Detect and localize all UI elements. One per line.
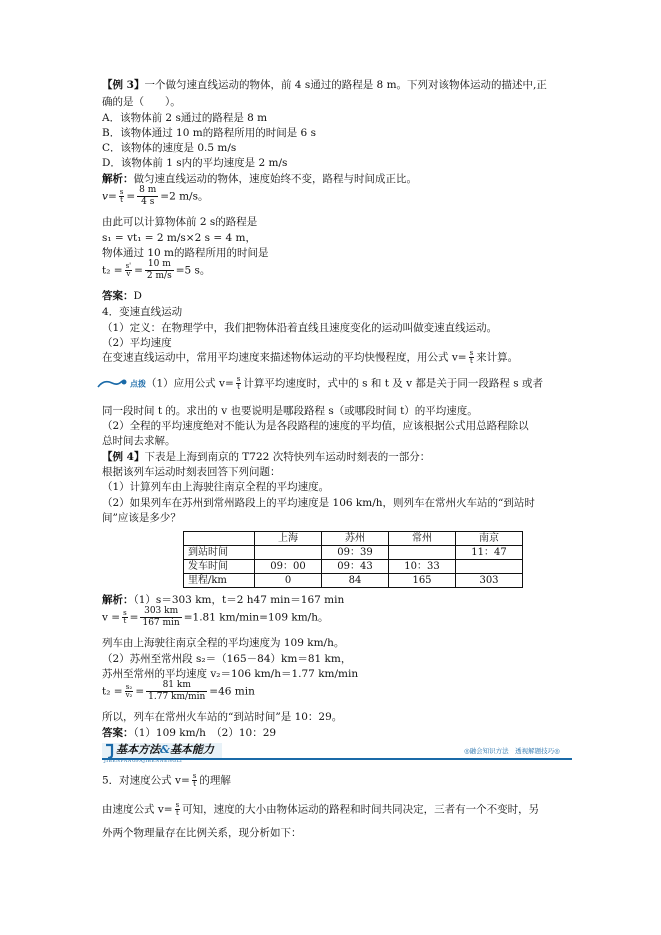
table-cell: 11：47 — [456, 546, 523, 560]
table-cell: 到站时间 — [184, 546, 255, 560]
sec5-title — [102, 773, 231, 788]
ex3-stem1: 一个做匀速直线运动的物体，前 4 s通过的路程是 8 m。下列对该物体运动的描述中,正 — [144, 79, 547, 91]
ex3-analysis-text: 做匀速直线运动的物体，速度始终不变，路程与时间成正比。 — [133, 173, 417, 185]
banner-title-part2: 基本能力 — [169, 743, 214, 756]
ex4-answer — [102, 728, 276, 739]
table-cell: 09：43 — [322, 560, 389, 574]
sec4-title: 4．变速直线运动 — [102, 306, 183, 318]
sec5-p2: 外两个物理量存在比例关系，现分析如下： — [102, 827, 302, 839]
ex3-option-d: D．该物体前 1 s内的平均速度是 2 m/s — [102, 157, 288, 169]
ex3-stem2: 确的是（ ）。 — [102, 96, 181, 108]
ex3-title: 【例 3】 — [102, 79, 145, 91]
answer-label: 答案： — [102, 290, 134, 302]
ex3-stem-line1 — [102, 80, 547, 91]
section-banner — [102, 743, 572, 765]
frac-num: s — [119, 188, 124, 196]
table-header-cell: 上海 — [255, 532, 322, 546]
ex3-line-c: 物体通过 10 m的路程所用的时间是 — [102, 247, 269, 259]
table-header-cell: 常州 — [389, 532, 456, 546]
tip-line2: 同一段时间 t 的。求出的 v 也要说明是哪段路程 s（或哪段时间 t）的平均速度。 — [102, 405, 478, 417]
ex3-formula1: v= $\frac{s}{t}$ = $\frac{8 m}{4 s}$ =2 m/s。 — [102, 185, 209, 207]
sec5-title-a: 5．对速度公式 v= — [102, 774, 190, 787]
frac-num: s — [236, 375, 241, 383]
sec4-definition: （1）定义：在物理学中，我们把物体沿着直线且速度变化的运动叫做变速直线运动。 — [102, 322, 498, 334]
table-header-cell: 南京 — [456, 532, 523, 546]
frac-den: t — [193, 780, 196, 788]
ex4-line2: （2）苏州至常州段 s₂＝（165－84）km＝81 km， — [102, 653, 352, 665]
sec4-average-speed: （2）平均速度 — [102, 337, 172, 349]
ex3-analysis — [102, 174, 417, 185]
frac-num: s — [123, 609, 127, 617]
formula-result: =2 m/s。 — [160, 190, 209, 203]
formula-result: =5 s。 — [175, 264, 211, 277]
table-row — [184, 546, 523, 560]
answer-label: 答案： — [102, 727, 134, 739]
frac-den: t — [123, 617, 127, 625]
frac-num: s — [469, 349, 474, 357]
frac-num: 10 m — [145, 260, 174, 271]
sec5-text-a: 由速度公式 v= — [102, 803, 173, 816]
ex4-line3: 苏州至常州的平均速度 v₂＝106 km/h＝1.77 km/min — [102, 668, 359, 680]
formula-eq: = — [107, 190, 117, 203]
frac-den: t — [175, 809, 179, 817]
ex3-option-a: A．该物体前 2 s通过的路程是 8 m — [102, 112, 268, 124]
ex4-formula1: v = $\frac{s}{t}$ = $\frac{303 km}{167 \min}$ =1.81 km/min=109 km/h。 — [102, 606, 329, 628]
frac-den: v₂ — [125, 691, 133, 699]
frac-num: 81 km — [146, 681, 207, 692]
table-cell: 303 — [456, 574, 523, 588]
table-cell: 84 — [322, 574, 389, 588]
frac-num: s — [175, 801, 180, 809]
table-cell: 10：33 — [389, 560, 456, 574]
ex3-line-b: s₁ = vt₁ = 2 m/s×2 s = 4 m， — [102, 232, 256, 244]
table-cell — [456, 560, 523, 574]
table-row — [184, 574, 523, 588]
tip-line4: 总时间去求解。 — [102, 435, 176, 447]
table-header-cell — [184, 532, 255, 546]
ex4-q1: （1）计算列车由上海驶往南京全程的平均速度。 — [102, 481, 330, 493]
formula-lhs: t₂ = — [102, 264, 123, 277]
table-row — [184, 532, 523, 546]
frac-num: s₂ — [125, 683, 133, 691]
ex4-formula2: t₂ = $\frac{\text{s₂}}{\text{v₂}}$ = $\frac{81 km}{1.77 km/\min}$ =46 min — [102, 680, 255, 702]
frac-den: 2 m/s — [146, 271, 172, 281]
sec4-text-a: 在变速直线运动中，常用平均速度来描述物体运动的平均快慢程度，用公式 v= — [102, 351, 467, 364]
frac-den: 4 s — [141, 197, 155, 207]
tip-text-a: （1）应用公式 v= — [146, 377, 234, 390]
answer-value: D — [133, 290, 142, 302]
ex4-stem1: 下表是上海到南京的 T722 次特快列车运动时刻表的一部分： — [144, 451, 431, 463]
banner-slogan: ◎融会知识方法 透视解题技巧◎ — [464, 747, 560, 755]
frac-den: t — [237, 383, 240, 391]
table-cell — [255, 546, 322, 560]
table-row — [184, 560, 523, 574]
ex4-stem-line1 — [102, 452, 430, 463]
frac-num: s' — [125, 262, 132, 270]
formula-lhs: v = — [102, 611, 121, 624]
formula-result: =46 min — [209, 685, 255, 698]
ex4-analysis — [102, 595, 344, 606]
ex3-option-c: C．该物体的速度是 0.5 m/s — [102, 142, 237, 154]
sec5-p1 — [102, 802, 539, 817]
ex3-answer — [102, 291, 142, 302]
frac-den: 1.77 km/min — [148, 692, 206, 702]
table-cell: 里程/km — [184, 574, 255, 588]
ex4-line4: 所以，列车在常州火车站的“到站时间”是 10：29。 — [102, 711, 343, 723]
ex3-line-a: 由此可以计算物体前 2 s的路程是 — [102, 216, 258, 228]
sec4-text-b: 来计算。 — [476, 351, 519, 364]
formula-lhs: t₂ = — [102, 685, 123, 698]
banner-pinyin: JIBENFANGFAJIBENNENGLI — [104, 759, 183, 764]
ex4-q3: 间”应该是多少？ — [102, 512, 181, 524]
tip-text-b: 计算平均速度时，式中的 s 和 t 及 v 都是关于同一段路程 s 或者 — [243, 377, 543, 390]
table-cell: 09：00 — [255, 560, 322, 574]
ex4-line1: 列车由上海驶往南京全程的平均速度为 109 km/h。 — [102, 637, 345, 649]
banner-title: 基本方法&基本能力 — [116, 743, 214, 756]
frac-den: 167 min — [142, 618, 180, 628]
frac-den: v — [126, 270, 131, 278]
frac-num: 303 km — [140, 607, 181, 618]
frac-num: s — [192, 772, 197, 780]
ex4-analysis-text: （1）s＝303 km，t＝2 h47 min＝167 min — [133, 594, 345, 606]
tip-line1 — [96, 376, 543, 391]
table-cell: 发车时间 — [184, 560, 255, 574]
table-cell — [389, 546, 456, 560]
ex3-option-b: B．该物体通过 10 m的路程所用的时间是 6 s — [102, 127, 316, 139]
frac-num: 8 m — [139, 185, 157, 195]
ex4-analysis-label: 解析： — [102, 594, 134, 606]
tip-label: 点拨 — [130, 378, 146, 389]
ex3-formula2: t₂ = $\frac{s'}{v}$ = $\frac{10 m}{2 m/s}$ =5 s。 — [102, 259, 211, 281]
frac-den: t — [469, 357, 473, 365]
formula-result: =1.81 km/min=109 km/h。 — [183, 611, 329, 624]
table-cell: 0 — [255, 574, 322, 588]
frac-den: t — [120, 196, 123, 204]
ex3-analysis-label: 解析： — [102, 173, 134, 185]
ex4-q2: （2）如果列车在苏州到常州路段上的平均速度是 106 km/h，则列车在常州火车站的“到站时 — [102, 497, 535, 509]
ex4-stem2: 根据该列车运动时刻表回答下列问题： — [102, 466, 281, 478]
tip-line3: （2）全程的平均速度绝对不能认为是各段路程的速度的平均值，应该根据公式用总路程除以 — [102, 420, 529, 432]
answer-value: （1）109 km/h （2）10：29 — [133, 727, 277, 739]
table-header-cell: 苏州 — [322, 532, 389, 546]
tip-icon — [96, 378, 130, 390]
sec4-formula-line — [102, 350, 518, 365]
sec5-title-b: 的理解 — [199, 774, 231, 787]
banner-title-part1: 基本方法 — [116, 743, 160, 756]
formula-var-v: v — [102, 190, 108, 203]
table-cell: 09：39 — [322, 546, 389, 560]
ex4-title: 【例 4】 — [102, 451, 145, 463]
table-cell: 165 — [389, 574, 456, 588]
timetable — [183, 531, 523, 588]
sec5-text-b: 可知，速度的大小由物体运动的路程和时间共同决定，三者有一个不变时，另 — [182, 803, 540, 816]
